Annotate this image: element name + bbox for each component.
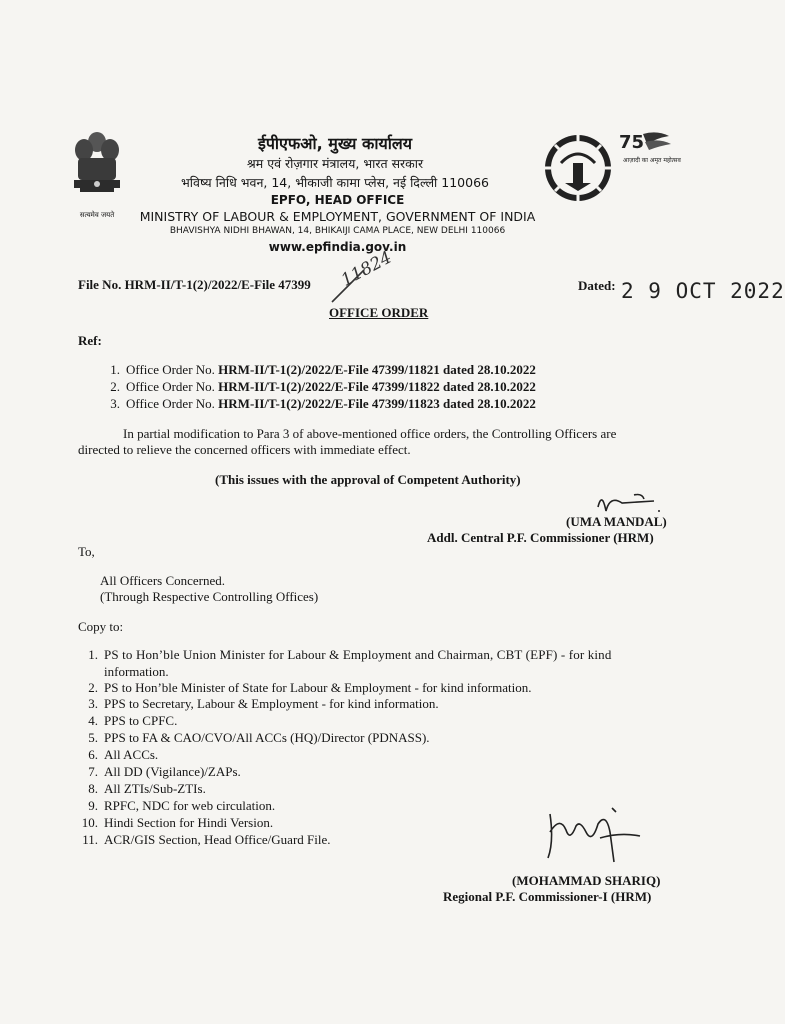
handwritten-slash [328,266,368,306]
ref-label: Ref: [78,333,102,348]
body-paragraph-line1: In partial modification to Para 3 of above-mentioned office orders, the Controlling Officers are [123,426,617,441]
file-number: File No. HRM-II/T-1(2)/2022/E-File 47399 [78,277,311,292]
emblem-caption: सत्यमेव जयते [79,211,115,219]
copy-list-item: 5. PPS to FA & CAO/CVO/All ACCs (HQ)/Director (PDNASS). [88,730,430,745]
office-order-title: OFFICE ORDER [329,305,429,320]
addressee-line: (Through Respective Controlling Offices) [100,589,319,604]
copy-list-item-continuation: information. [104,664,169,679]
header-address: BHAVISHYA NIDHI BHAWAN, 14, BHIKAIJI CAMA PLACE, NEW DELHI 110066 [169,226,506,236]
svg-text:75: 75 [619,132,645,153]
national-emblem-logo [66,128,128,219]
header-hindi-address: भविष्य निधि भवन, 14, भीकाजी कामा प्लेस, नई दिल्ली 110066 [181,175,489,190]
copy-list-item: 1. PS to Hon’ble Union Minister for Labour & Employment and Chairman, CBT (EPF) - for kind [88,647,612,662]
copy-list-item: 3. PPS to Secretary, Labour & Employment - for kind information. [88,696,439,711]
copy-list-item: 2. PS to Hon’ble Minister of State for Labour & Employment - for kind information. [88,680,532,695]
dated-label: Dated: [578,278,616,293]
header-website: www.epfindia.gov.in [268,240,407,254]
copy-to-label: Copy to: [78,619,124,634]
copy-list-item: 7. All DD (Vigilance)/ZAPs. [88,764,241,779]
copy-list-item: 10. Hindi Section for Hindi Version. [81,815,274,830]
date-stamp: 2 9 OCT 2022 [621,279,785,303]
approval-note: (This issues with the approval of Competent Authority) [215,472,521,487]
ref-item: 3. Office Order No. HRM-II/T-1(2)/2022/E-File 47399/11823 dated 28.10.2022 [110,396,536,411]
header-ministry: MINISTRY OF LABOUR & EMPLOYMENT, GOVERNMENT OF INDIA [139,209,536,224]
to-label: To, [78,544,95,559]
header-epfo-head-office: EPFO, HEAD OFFICE [270,193,405,207]
body-paragraph-line2: directed to relieve the concerned officers with immediate effect. [78,442,411,457]
ref-item: 2. Office Order No. HRM-II/T-1(2)/2022/E-File 47399/11822 dated 28.10.2022 [110,379,536,394]
copy-list-item: 6. All ACCs. [88,747,159,762]
signatory2-name: (MOHAMMAD SHARIQ) [512,873,661,888]
amrit-logo-text: आज़ादी का अमृत महोत्सव [623,157,681,164]
addressee-line: All Officers Concerned. [100,573,226,588]
copy-list-item: 9. RPFC, NDC for web circulation. [88,798,276,813]
signatory2-designation: Regional P.F. Commissioner-I (HRM) [443,889,652,904]
header-hindi-ministry: श्रम एवं रोज़गार मंत्रालय, भारत सरकार [246,156,424,171]
signatory1-designation: Addl. Central P.F. Commissioner (HRM) [427,530,654,545]
copy-list-item: 4. PPS to CPFC. [88,713,178,728]
signatory1-name: (UMA MANDAL) [566,514,667,529]
handwritten-file-suffix: 11824 [338,247,396,291]
signature-mohammad-shariq [540,802,645,867]
epfo-logo [543,133,613,203]
ref-item: 1. Office Order No. HRM-II/T-1(2)/2022/E-File 47399/11821 dated 28.10.2022 [110,362,536,377]
header-hindi-office: ईपीएफओ, मुख्य कार्यालय [257,134,413,153]
amrit-mahotsav-logo [617,128,681,170]
copy-list-item: 11. ACR/GIS Section, Head Office/Guard File. [82,832,331,847]
copy-list-item: 8. All ZTIs/Sub-ZTIs. [88,781,206,796]
